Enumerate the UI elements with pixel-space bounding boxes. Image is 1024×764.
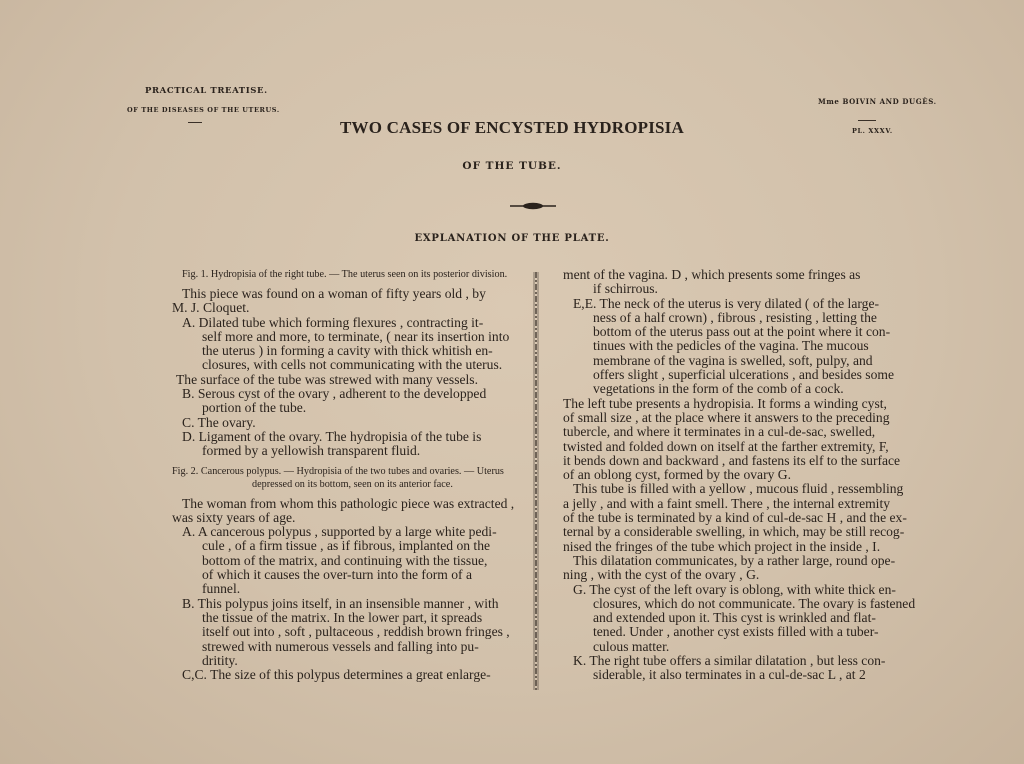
figure-caption: Fig. 1. Hydropisia of the right tube. — The uterus seen on its posterior division. xyxy=(182,269,508,280)
text-line: the uterus ) in forming a cavity with thick whitish en- xyxy=(202,343,493,359)
text-line: culous matter. xyxy=(593,638,670,654)
text-line: if schirrous. xyxy=(593,281,658,297)
text-line: closures, with cells not communicating with the uterus. xyxy=(202,357,503,373)
text-line: tubercle, and where it terminates in a cul-de-sac, swelled, xyxy=(563,424,876,440)
text-line: ternal by a considerable swelling, in which, may be still recog- xyxy=(563,524,905,540)
section-heading: EXPLANATION OF THE PLATE. xyxy=(414,233,610,244)
text-line: of an oblong cyst, formed by the ovary G. xyxy=(563,467,792,483)
text-line: formed by a yellowish transparent fluid. xyxy=(202,443,421,459)
text-line: dritity. xyxy=(202,652,238,668)
figure-caption: depressed on its bottom, seen on its anterior face. xyxy=(252,478,453,490)
text-line: ning , with the cyst of the ovary , G. xyxy=(563,567,760,583)
text-line: siderable, it also terminates in a cul-de-sac L , at 2 xyxy=(593,667,866,683)
text-line: membrane of the vagina is swelled, soft, pulpy, and xyxy=(593,352,873,368)
text-line: C. The ovary. xyxy=(182,414,256,430)
treatise-header: PRACTICAL TREATISE. xyxy=(145,86,268,96)
text-line: M. J. Cloquet. xyxy=(172,300,250,316)
text-line: A. Dilated tube which forming flexures , contracting it- xyxy=(182,314,484,330)
left-text-column xyxy=(172,268,520,682)
text-line: E,E. The neck of the uterus is very dilated ( of the large- xyxy=(573,295,880,311)
text-line: strewed with numerous vessels and falling into pu- xyxy=(202,638,479,654)
text-line: G. The cyst of the left ovary is oblong, with white thick en- xyxy=(573,581,896,597)
text-line: This tube is filled with a yellow , mucous fluid , ressembling xyxy=(573,481,904,497)
text-line: C,C. The size of this polypus determines a great enlarge- xyxy=(182,667,491,683)
text-line: vegetations in the form of the comb of a cock. xyxy=(593,381,844,397)
text-line: The left tube presents a hydropisia. It forms a winding cyst, xyxy=(563,395,887,411)
plate-title: TWO CASES OF ENCYSTED HYDROPISIA xyxy=(340,118,684,137)
figure-caption: Fig. 2. Cancerous polypus. — Hydropisia of the two tubes and ovaries. — Uterus xyxy=(172,465,504,477)
text-line: B. This polypus joins itself, in an insensible manner , with xyxy=(182,595,499,611)
text-line: funnel. xyxy=(202,581,241,597)
rule-ornament-icon xyxy=(510,199,556,213)
text-line: self more and more, to terminate, ( near its insertion into xyxy=(202,328,510,344)
text-line: B. Serous cyst of the ovary , adherent to the developped xyxy=(182,386,487,402)
text-line: itself out into , soft , pultaceous , reddish brown fringes , xyxy=(202,624,510,640)
text-line: of the tube is terminated by a kind of cul-de-sac H , and the ex- xyxy=(563,510,907,526)
text-line: tinues with the pedicles of the vagina. The mucous xyxy=(593,338,869,354)
text-line: K. The right tube offers a similar dilatation , but less con- xyxy=(573,653,886,669)
text-line: The woman from whom this pathologic piece was extracted , xyxy=(182,495,515,511)
text-line: cule , of a firm tissue , as if fibrous, implanted on the xyxy=(202,538,491,554)
text-line: and extended upon it. This cyst is wrinkled and flat- xyxy=(593,610,876,626)
text-line: the tissue of the matrix. In the lower part, it spreads xyxy=(202,609,483,625)
right-text-column xyxy=(563,267,916,683)
text-line: of which it causes the over-turn into the form of a xyxy=(202,567,473,583)
column-rule-ornament-icon xyxy=(533,272,539,690)
text-line: offers slight , superficial ulcerations , and besides some xyxy=(593,367,895,383)
text-line: nised the fringes of the tube which project in the inside , I. xyxy=(563,538,881,554)
text-line: A. A cancerous polypus , supported by a large white pedi- xyxy=(182,524,497,540)
authors-header: Mme BOIVIN AND DUGÈS. xyxy=(818,97,937,106)
text-line: bottom of the uterus pass out at the point where it con- xyxy=(593,324,891,340)
text-line: ment of the vagina. D , which presents some fringes as xyxy=(563,267,861,282)
plate-subtitle: OF THE TUBE. xyxy=(462,160,562,172)
plate-number: PL. XXXV. xyxy=(852,127,893,135)
treatise-subheader: OF THE DISEASES OF THE UTERUS. xyxy=(127,106,280,114)
text-line: was sixty years of age. xyxy=(172,509,296,525)
text-line: portion of the tube. xyxy=(202,400,307,416)
text-line: The surface of the tube was strewed with many vessels. xyxy=(176,371,478,387)
text-line: D. Ligament of the ovary. The hydropisia of the tube is xyxy=(182,428,482,444)
text-line: This piece was found on a woman of fifty years old , by xyxy=(182,286,486,301)
text-line: of small size , at the place where it answers to the preceding xyxy=(563,409,890,425)
text-line: ness of a half crown) , fibrous , resisting , letting the xyxy=(593,309,877,325)
text-line: bottom of the matrix, and continuing with the tissue, xyxy=(202,552,488,568)
text-line: a jelly , and with a faint smell. There , the internal extremity xyxy=(563,495,891,511)
text-line: closures, which do not communicate. The ovary is fastened xyxy=(593,595,916,611)
text-line: This dilatation communicates, by a rather large, round ope- xyxy=(573,552,896,568)
text-line: twisted and folded down on itself at the farther extremity, F, xyxy=(563,438,889,454)
text-line: tened. Under , another cyst exists filled with a tuber- xyxy=(593,624,879,640)
text-line: it bends down and backward , and fastens its elf to the surface xyxy=(563,452,901,468)
